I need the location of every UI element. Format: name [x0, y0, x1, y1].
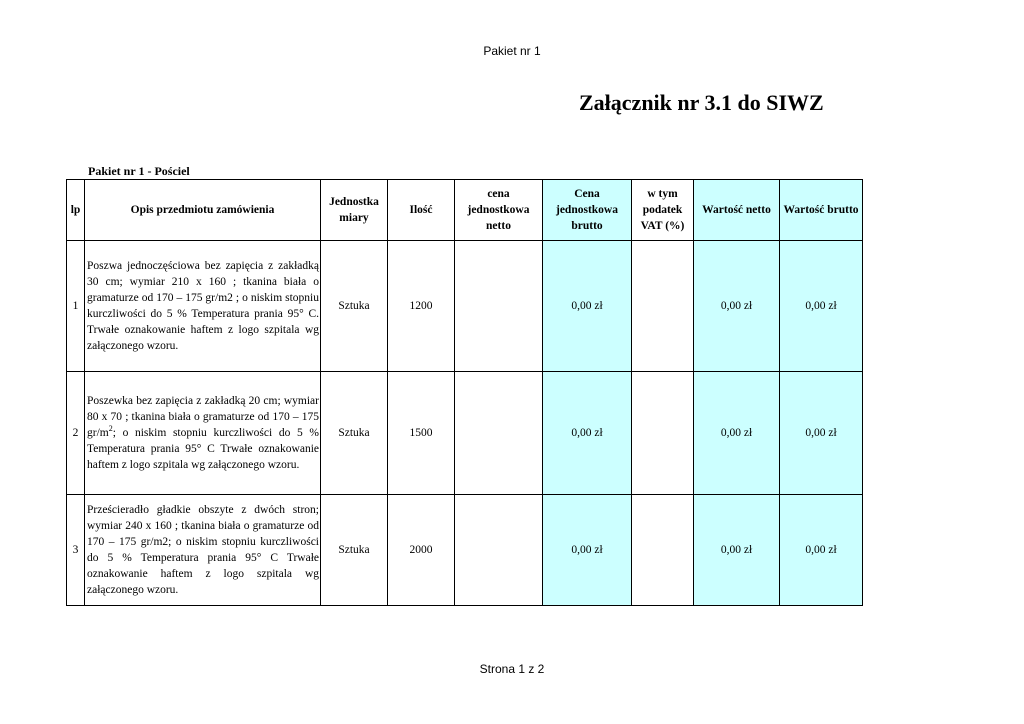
cell-vat: [632, 495, 694, 606]
cell-unit-net-price: [455, 241, 543, 372]
cell-description: Prześcieradło gładkie obszyte z dwóch stron; wymiar 240 x 160 ; tkanina biała o gramaturze od 170 – 175 gr/m2; o niskim stopniu kurczliwości do 5 % Temperatura prania 95° C Trwałe oznakowanie haftem z logo szpitala wg załączonego wzoru.: [85, 495, 321, 606]
cell-unit-gross-price: 0,00 zł: [543, 241, 632, 372]
header-net-value: Wartość netto: [694, 180, 780, 241]
cell-unit: Sztuka: [321, 495, 388, 606]
cell-net-value: 0,00 zł: [694, 241, 780, 372]
cell-lp: 3: [67, 495, 85, 606]
cell-vat: [632, 372, 694, 495]
cell-quantity: 2000: [388, 495, 455, 606]
superscript-exponent: 2: [108, 424, 113, 434]
header-vat: w tym podatek VAT (%): [632, 180, 694, 241]
cell-quantity: 1500: [388, 372, 455, 495]
goods-table: [66, 179, 863, 606]
header-unit-gross-price: Cena jednostkowa brutto: [543, 180, 632, 241]
cell-lp: 2: [67, 372, 85, 495]
table-caption: Pakiet nr 1 - Pościel: [88, 164, 190, 178]
description-text: ; o niskim stopniu kurczliwości do 5 % Temperatura prania 95° C Trwałe oznakowanie haftem z logo szpitala wg załączonego wzoru.: [87, 427, 319, 471]
table-row: [67, 372, 863, 495]
table-row: [67, 241, 863, 372]
cell-gross-value: 0,00 zł: [780, 372, 863, 495]
header-description: Opis przedmiotu zamówienia: [85, 180, 321, 241]
description-text: Poszewka bez zapięcia z zakładką 20 cm; wymiar 80 x 70 ; tkanina biała o gramaturze od 170 – 175 gr/m: [87, 395, 319, 439]
cell-gross-value: 0,00 zł: [780, 495, 863, 606]
annex-title: Załącznik nr 3.1 do SIWZ: [579, 90, 824, 115]
header-quantity: Ilość: [388, 180, 455, 241]
cell-unit-gross-price: 0,00 zł: [543, 495, 632, 606]
cell-quantity: 1200: [388, 241, 455, 372]
cell-description: [85, 372, 321, 495]
cell-net-value: 0,00 zł: [694, 372, 780, 495]
cell-unit-net-price: [455, 372, 543, 495]
cell-vat: [632, 241, 694, 372]
cell-unit-net-price: [455, 495, 543, 606]
table-header-row: [67, 180, 863, 241]
cell-net-value: 0,00 zł: [694, 495, 780, 606]
table-row: [67, 495, 863, 606]
cell-unit-gross-price: 0,00 zł: [543, 372, 632, 495]
header-unit-net-price: cena jednostkowa netto: [455, 180, 543, 241]
cell-lp: 1: [67, 241, 85, 372]
cell-unit: Sztuka: [321, 241, 388, 372]
page-footer: Strona 1 z 2: [479, 662, 545, 676]
cell-description: Poszwa jednoczęściowa bez zapięcia z zakładką 30 cm; wymiar 210 x 160 ; tkanina biała o gramaturze od 170 – 175 gr/m2 ; o niskim stopniu kurczliwości do 5 % Temperatura prania 95° C. Trwałe oznakowanie haftem z logo szpitala wg załączonego wzoru.: [85, 241, 321, 372]
cell-unit: Sztuka: [321, 372, 388, 495]
header-gross-value: Wartość brutto: [780, 180, 863, 241]
page-header: Pakiet nr 1: [483, 44, 541, 58]
cell-gross-value: 0,00 zł: [780, 241, 863, 372]
header-unit: Jednostka miary: [321, 180, 388, 241]
header-lp: lp: [67, 180, 85, 241]
